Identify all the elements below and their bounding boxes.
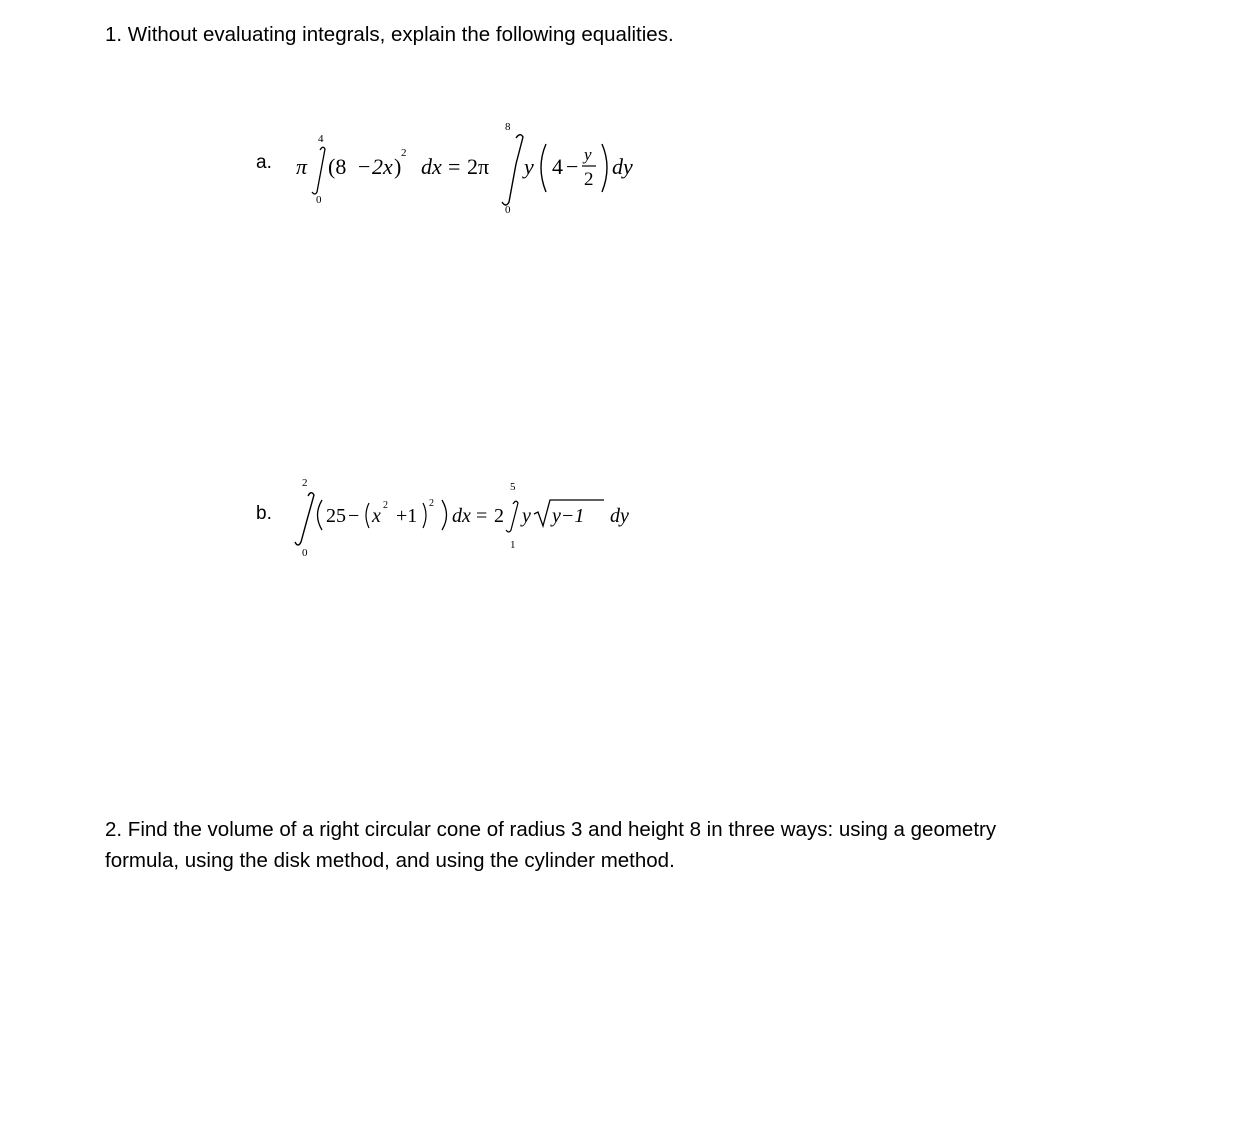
equation-b xyxy=(288,470,678,562)
eq-b-inner-close-paren xyxy=(423,503,426,528)
eq-b-plus-one: +1 xyxy=(396,505,418,527)
eq-a-minus-right: − xyxy=(566,154,579,179)
eq-b-integral-sign-right xyxy=(506,501,518,532)
eq-b-radicand: y−1 xyxy=(552,505,585,527)
eq-a-inner-const: 4 xyxy=(552,154,563,179)
eq-b-equals: = xyxy=(476,505,488,527)
eq-b-upper-limit-right: 5 xyxy=(510,481,516,493)
question-2-text xyxy=(105,814,996,876)
eq-a-integral-sign-left xyxy=(312,147,325,194)
eq-b-const: 25 xyxy=(326,505,346,527)
eq-a-upper-limit-right: 8 xyxy=(505,121,511,133)
eq-a-equals: = xyxy=(448,154,461,179)
eq-a-term: 2x xyxy=(372,154,393,179)
eq-a-pi: π xyxy=(296,154,308,179)
equation-a-svg xyxy=(290,112,670,220)
eq-a-minus-left: − xyxy=(358,154,371,179)
question-2-line-2: formula, using the disk method, and using the cylinder method. xyxy=(105,849,675,872)
eq-b-minus: − xyxy=(348,505,360,527)
eq-a-upper-limit-left: 4 xyxy=(318,133,324,145)
eq-a-close-paren: ) xyxy=(394,154,402,179)
eq-b-big-close-paren xyxy=(442,500,447,530)
eq-b-dy: dy xyxy=(610,505,629,527)
equation-b-svg xyxy=(288,470,678,562)
eq-b-dx: dx xyxy=(452,505,471,527)
eq-a-var-y: y xyxy=(524,154,534,179)
eq-a-lower-limit-right: 0 xyxy=(505,204,511,216)
eq-a-2pi: 2π xyxy=(467,154,490,179)
eq-b-integral-sign-left xyxy=(295,493,314,545)
eq-b-inner-open-paren xyxy=(366,503,369,528)
eq-a-dy: dy xyxy=(612,154,633,179)
eq-a-integral-sign-right xyxy=(502,135,523,205)
eq-b-outer-exp: 2 xyxy=(429,498,434,509)
eq-a-lower-limit-left: 0 xyxy=(316,194,322,206)
eq-b-upper-limit-left: 2 xyxy=(302,477,308,489)
eq-b-coefficient: 2 xyxy=(494,505,504,527)
part-a-label: a. xyxy=(256,152,272,173)
eq-b-var-y: y xyxy=(522,505,531,527)
question-1-text: 1. Without evaluating integrals, explain the following equalities. xyxy=(105,23,674,46)
question-2-line-1: 2. Find the volume of a right circular cone of radius 3 and height 8 in three ways: using a geometry xyxy=(105,818,997,841)
eq-a-open-paren: (8 xyxy=(328,154,347,179)
eq-a-big-close-paren xyxy=(602,144,607,192)
eq-a-big-open-paren xyxy=(541,144,546,192)
eq-a-frac-num: y xyxy=(584,145,592,164)
part-b-label: b. xyxy=(256,503,272,524)
eq-b-lower-limit-left: 0 xyxy=(302,547,308,559)
eq-a-frac-den: 2 xyxy=(584,169,594,190)
eq-a-exponent: 2 xyxy=(401,147,407,159)
eq-b-x: x xyxy=(372,505,381,527)
equation-a xyxy=(290,112,670,220)
eq-b-big-open-paren xyxy=(318,500,323,530)
eq-b-lower-limit-right: 1 xyxy=(510,539,516,551)
eq-a-dx: dx xyxy=(421,154,442,179)
eq-b-x-exp: 2 xyxy=(383,500,388,511)
